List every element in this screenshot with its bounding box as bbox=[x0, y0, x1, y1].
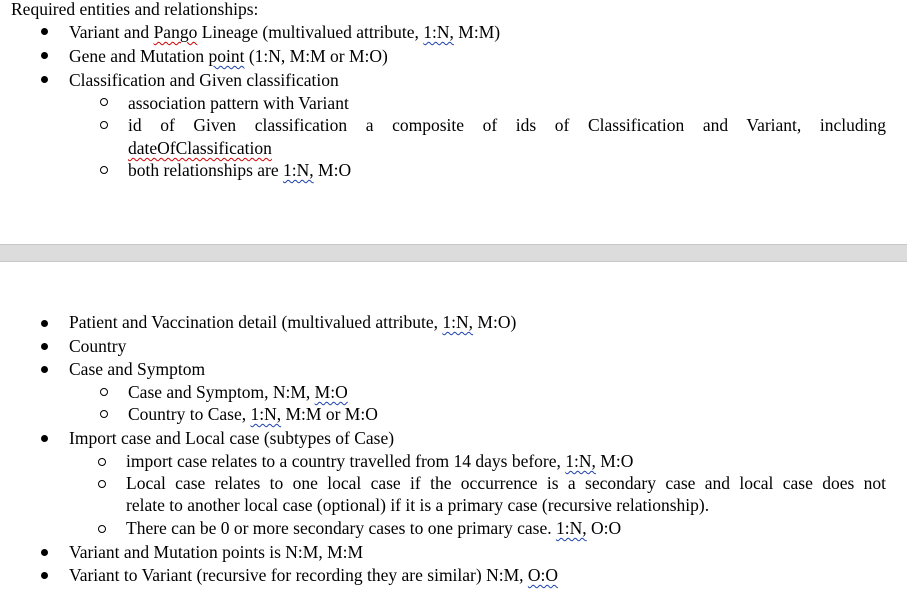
circle-bullet-icon bbox=[100, 121, 108, 129]
list-item-patient-vaccination bbox=[69, 311, 516, 333]
text-run: M:O bbox=[595, 451, 634, 471]
grammar-check-word[interactable]: 1:N, bbox=[283, 160, 314, 180]
grammar-check-word[interactable]: 1:N, bbox=[423, 22, 454, 42]
text-run: Variant to Variant (recursive for recording they are similar) N:M, bbox=[69, 565, 528, 585]
bullet-icon bbox=[41, 366, 48, 373]
text-run: M:O) bbox=[473, 312, 517, 332]
grammar-check-word[interactable]: M:O bbox=[314, 382, 348, 402]
text-run: import case relates to a country travelled from 14 days before, bbox=[126, 451, 566, 471]
page-gap bbox=[0, 244, 907, 262]
text-run: Gene and Mutation bbox=[69, 46, 209, 66]
spellcheck-word[interactable]: dateOfClassification bbox=[128, 138, 272, 158]
sublist-item-association: association pattern with Variant bbox=[128, 93, 349, 113]
document-page-2 bbox=[0, 262, 907, 597]
list-item-gene-mutation bbox=[69, 45, 388, 67]
list-item-country: Country bbox=[69, 336, 127, 356]
bullet-icon bbox=[41, 435, 48, 442]
section-heading: Required entities and relationships: bbox=[11, 0, 259, 19]
bullet-icon bbox=[41, 320, 48, 327]
bullet-icon bbox=[41, 343, 48, 350]
text-run: Lineage (multivalued attribute, bbox=[197, 22, 424, 42]
circle-bullet-icon bbox=[100, 98, 108, 106]
circle-bullet-icon bbox=[98, 458, 106, 466]
sublist-item-id-composite-cont bbox=[128, 137, 272, 159]
grammar-check-word[interactable]: O:O bbox=[527, 565, 559, 585]
circle-bullet-icon bbox=[100, 166, 108, 174]
circle-bullet-icon bbox=[98, 480, 106, 488]
list-item-variant-pango bbox=[69, 21, 500, 43]
document-page-1 bbox=[0, 0, 907, 244]
text-run: Case and Symptom, N:M, bbox=[128, 382, 315, 402]
list-item-classification: Classification and Given classification bbox=[69, 70, 339, 90]
text-run: Variant and bbox=[69, 22, 154, 42]
sublist-item-secondary-cases bbox=[126, 517, 621, 539]
text-run: O:O bbox=[586, 518, 622, 538]
sublist-item-case-symptom bbox=[128, 381, 348, 403]
grammar-check-word[interactable]: 1:N, bbox=[556, 518, 587, 538]
bullet-icon bbox=[41, 52, 48, 59]
list-item-case-symptom: Case and Symptom bbox=[69, 359, 206, 379]
sublist-item-id-composite: id of Given classification a composite of ids of Classification and Variant, including bbox=[128, 115, 886, 135]
sublist-item-local-case-cont: relate to another local case (optional) if it is a primary case (recursive relationship). bbox=[126, 495, 710, 515]
bullet-icon bbox=[41, 76, 48, 83]
sublist-item-local-case: Local case relates to one local case if the occurrence is a secondary case and local case does not bbox=[126, 473, 886, 493]
text-run: both relationships are bbox=[128, 160, 284, 180]
text-run: Patient and Vaccination detail (multivalued attribute, bbox=[69, 312, 443, 332]
bullet-icon bbox=[41, 572, 48, 579]
list-item-variant-mutation: Variant and Mutation points is N:M, M:M bbox=[69, 542, 364, 562]
circle-bullet-icon bbox=[100, 410, 108, 418]
sublist-item-country-case bbox=[128, 403, 378, 425]
bullet-icon bbox=[41, 28, 48, 35]
circle-bullet-icon bbox=[98, 525, 106, 533]
bullet-icon bbox=[41, 549, 48, 556]
sublist-item-both-relationships bbox=[128, 159, 351, 181]
text-run: Country to Case, bbox=[128, 404, 251, 424]
spellcheck-word[interactable]: Pango bbox=[153, 22, 198, 42]
grammar-check-word[interactable]: 1:N, bbox=[565, 451, 596, 471]
grammar-check-word[interactable]: point bbox=[208, 46, 245, 66]
text-run: M:M or M:O bbox=[281, 404, 378, 424]
text-run: There can be 0 or more secondary cases to one primary case. bbox=[126, 518, 557, 538]
circle-bullet-icon bbox=[100, 388, 108, 396]
grammar-check-word[interactable]: 1:N, bbox=[250, 404, 282, 424]
text-run: (1:N, M:M or M:O) bbox=[244, 46, 388, 66]
text-run: M:O bbox=[313, 160, 352, 180]
list-item-import-local: Import case and Local case (subtypes of Case) bbox=[69, 428, 395, 448]
grammar-check-word[interactable]: 1:N, bbox=[442, 312, 474, 332]
sublist-item-import-case bbox=[126, 450, 633, 472]
text-run: M:M) bbox=[453, 22, 501, 42]
list-item-variant-variant bbox=[69, 564, 558, 586]
